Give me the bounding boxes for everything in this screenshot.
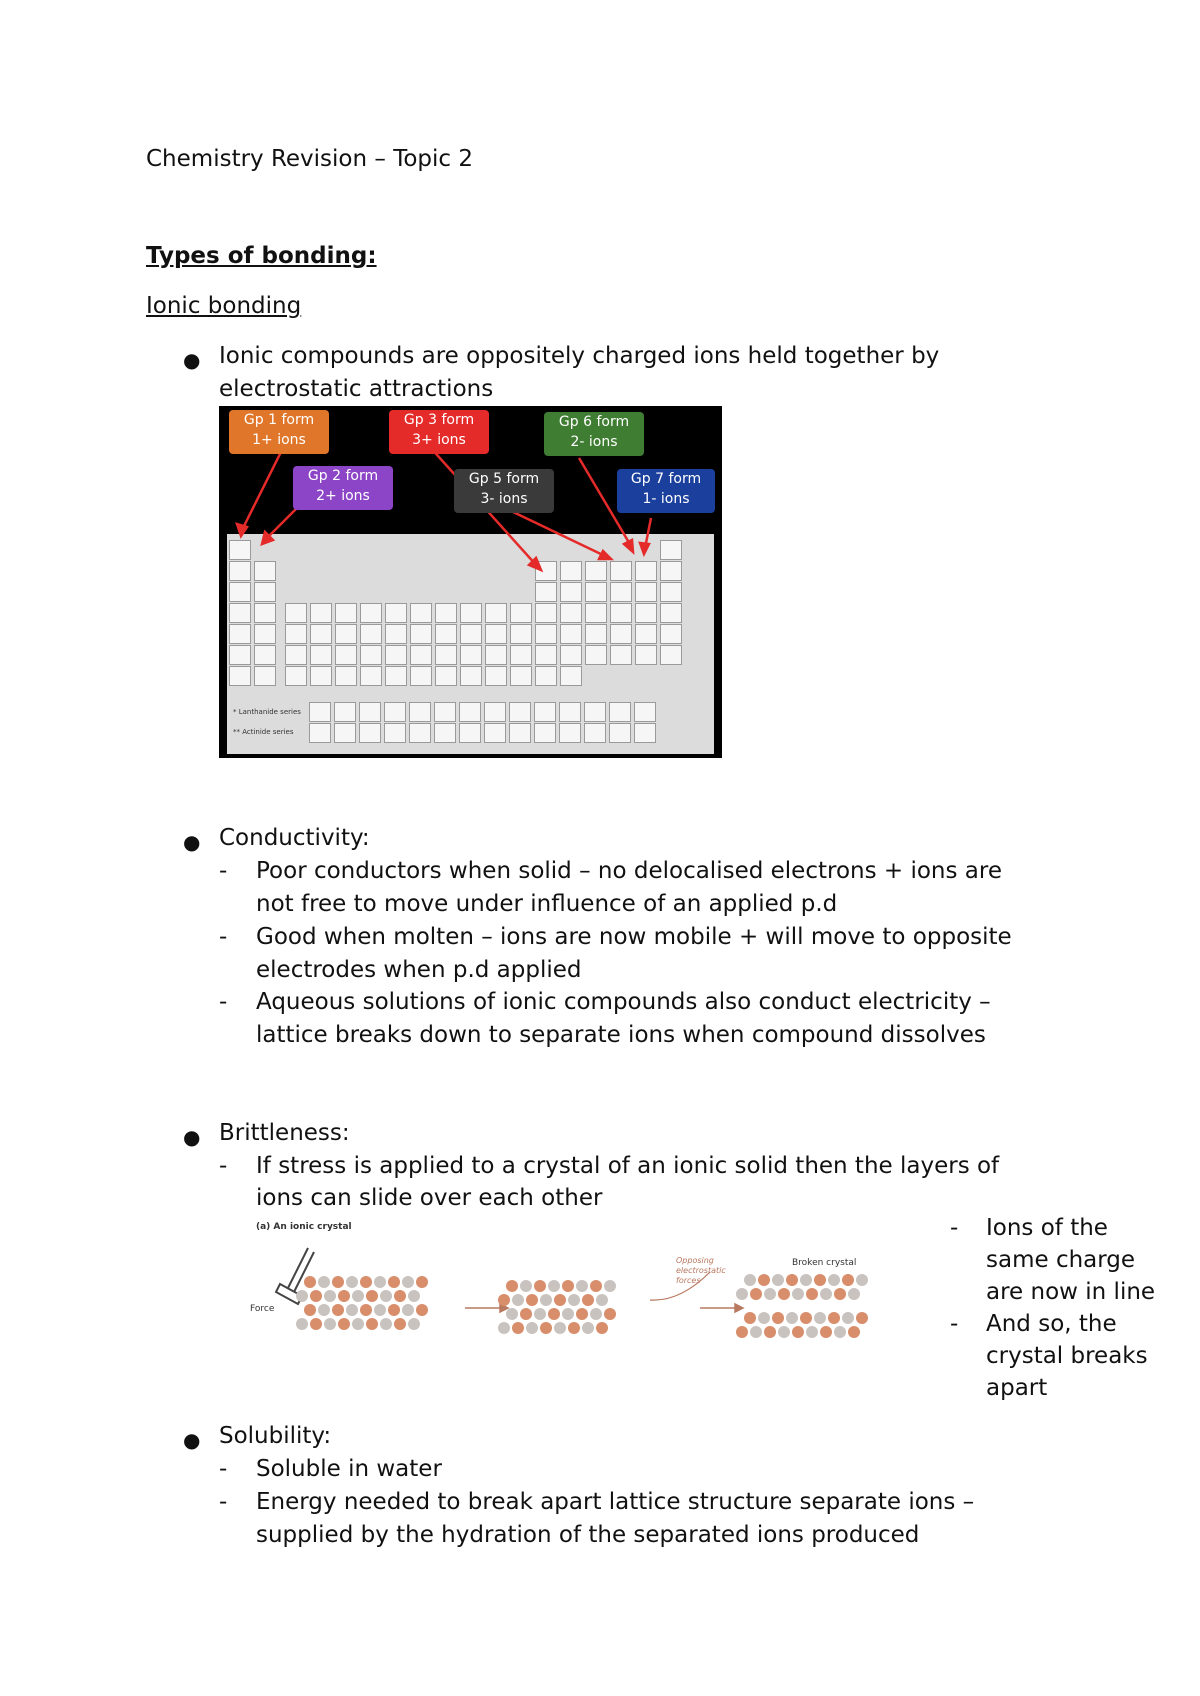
cation-ion xyxy=(772,1312,784,1324)
anion-ion xyxy=(814,1312,826,1324)
dash: - xyxy=(219,1456,228,1482)
cation-ion xyxy=(596,1322,608,1334)
conductivity-item: not free to move under influence of an applied p.d xyxy=(256,891,838,917)
force-label: Force xyxy=(250,1304,275,1314)
cation-ion xyxy=(360,1304,372,1316)
bullet-text: electrostatic attractions xyxy=(219,376,494,402)
dash: - xyxy=(219,989,228,1015)
anion-ion xyxy=(820,1288,832,1300)
cation-ion xyxy=(554,1294,566,1306)
anion-ion xyxy=(562,1308,574,1320)
anion-ion xyxy=(318,1304,330,1316)
actinide-label: ** Actinide series xyxy=(233,728,294,736)
dash: - xyxy=(219,924,228,950)
anion-ion xyxy=(792,1288,804,1300)
anion-ion xyxy=(408,1318,420,1330)
cation-ion xyxy=(310,1318,322,1330)
group5-label: Gp 5 form 3- ions xyxy=(454,469,554,513)
cation-ion xyxy=(800,1312,812,1324)
bullet-dot: ● xyxy=(183,348,201,372)
bullet-dot: ● xyxy=(183,1428,201,1452)
cation-ion xyxy=(366,1290,378,1302)
side-note: are now in line xyxy=(986,1279,1156,1305)
anion-ion xyxy=(772,1274,784,1286)
cation-ion xyxy=(394,1318,406,1330)
cation-ion xyxy=(842,1274,854,1286)
solubility-item: Soluble in water xyxy=(256,1456,442,1482)
cation-ion xyxy=(540,1322,552,1334)
cation-ion xyxy=(506,1280,518,1292)
cation-ion xyxy=(548,1308,560,1320)
lanthanide-label: * Lanthanide series xyxy=(233,708,301,716)
cation-ion xyxy=(332,1304,344,1316)
cation-ion xyxy=(568,1322,580,1334)
anion-ion xyxy=(296,1318,308,1330)
group6-label: Gp 6 form 2- ions xyxy=(544,412,644,456)
conductivity-item: lattice breaks down to separate ions when compound dissolves xyxy=(256,1022,986,1048)
anion-ion xyxy=(554,1322,566,1334)
anion-ion xyxy=(380,1290,392,1302)
crystal-svg xyxy=(250,1222,910,1362)
anion-ion xyxy=(324,1290,336,1302)
cation-ion xyxy=(388,1304,400,1316)
cation-ion xyxy=(792,1326,804,1338)
cation-ion xyxy=(394,1290,406,1302)
cation-ion xyxy=(856,1312,868,1324)
cation-ion xyxy=(416,1304,428,1316)
bullet-dot: ● xyxy=(183,830,201,854)
anion-ion xyxy=(374,1304,386,1316)
anion-ion xyxy=(498,1322,510,1334)
brittleness-text: ions can slide over each other xyxy=(256,1185,603,1211)
cation-ion xyxy=(304,1276,316,1288)
dash: - xyxy=(219,1153,228,1179)
conductivity-item: Good when molten – ions are now mobile + will move to opposite xyxy=(256,924,1012,950)
cation-ion xyxy=(834,1288,846,1300)
cation-ion xyxy=(604,1308,616,1320)
side-note: Ions of the xyxy=(986,1215,1108,1241)
group1-label: Gp 1 form 1+ ions xyxy=(229,410,329,454)
cation-ion xyxy=(764,1326,776,1338)
group7-label: Gp 7 form 1- ions xyxy=(617,469,715,513)
cation-ion xyxy=(304,1304,316,1316)
anion-ion xyxy=(590,1308,602,1320)
cation-ion xyxy=(744,1312,756,1324)
periodic-table-image xyxy=(219,406,722,758)
section-heading: Types of bonding: xyxy=(146,243,377,269)
anion-ion xyxy=(540,1294,552,1306)
conductivity-label: Conductivity: xyxy=(219,825,370,851)
anion-ion xyxy=(596,1294,608,1306)
cation-ion xyxy=(338,1318,350,1330)
brittleness-label: Brittleness: xyxy=(219,1120,350,1146)
cation-ion xyxy=(576,1308,588,1320)
cation-ion xyxy=(848,1326,860,1338)
anion-ion xyxy=(526,1322,538,1334)
cation-ion xyxy=(562,1280,574,1292)
anion-ion xyxy=(800,1274,812,1286)
anion-ion xyxy=(778,1326,790,1338)
cation-ion xyxy=(820,1326,832,1338)
anion-ion xyxy=(786,1312,798,1324)
group3-label: Gp 3 form 3+ ions xyxy=(389,410,489,454)
dash: - xyxy=(219,858,228,884)
side-note: same charge xyxy=(986,1247,1136,1273)
cation-ion xyxy=(520,1308,532,1320)
anion-ion xyxy=(604,1280,616,1292)
cation-ion xyxy=(778,1288,790,1300)
solubility-item: supplied by the hydration of the separated ions produced xyxy=(256,1522,920,1548)
anion-ion xyxy=(402,1304,414,1316)
anion-ion xyxy=(744,1274,756,1286)
anion-ion xyxy=(582,1322,594,1334)
anion-ion xyxy=(352,1318,364,1330)
side-note: crystal breaks xyxy=(986,1343,1148,1369)
cation-ion xyxy=(534,1280,546,1292)
group2-label: Gp 2 form 2+ ions xyxy=(293,466,393,510)
cation-ion xyxy=(332,1276,344,1288)
cation-ion xyxy=(360,1276,372,1288)
cation-ion xyxy=(786,1274,798,1286)
cation-ion xyxy=(416,1276,428,1288)
anion-ion xyxy=(346,1276,358,1288)
cation-ion xyxy=(590,1280,602,1292)
anion-ion xyxy=(346,1304,358,1316)
anion-ion xyxy=(296,1290,308,1302)
cation-ion xyxy=(814,1274,826,1286)
anion-ion xyxy=(380,1318,392,1330)
dash: - xyxy=(219,1489,228,1515)
cation-ion xyxy=(806,1288,818,1300)
cation-ion xyxy=(750,1288,762,1300)
broken-crystal-label: Broken crystal xyxy=(792,1258,857,1268)
anion-ion xyxy=(408,1290,420,1302)
anion-ion xyxy=(758,1312,770,1324)
anion-ion xyxy=(834,1326,846,1338)
cation-ion xyxy=(388,1276,400,1288)
conductivity-item: electrodes when p.d applied xyxy=(256,957,582,983)
anion-ion xyxy=(318,1276,330,1288)
anion-ion xyxy=(750,1326,762,1338)
anion-ion xyxy=(512,1294,524,1306)
conductivity-item: Aqueous solutions of ionic compounds also conduct electricity – xyxy=(256,989,991,1015)
cation-ion xyxy=(366,1318,378,1330)
anion-ion xyxy=(506,1308,518,1320)
brittleness-text: If stress is applied to a crystal of an ionic solid then the layers of xyxy=(256,1153,1000,1179)
anion-ion xyxy=(352,1290,364,1302)
anion-ion xyxy=(806,1326,818,1338)
cation-ion xyxy=(828,1312,840,1324)
anion-ion xyxy=(324,1318,336,1330)
cation-ion xyxy=(758,1274,770,1286)
anion-ion xyxy=(402,1276,414,1288)
anion-ion xyxy=(576,1280,588,1292)
solubility-label: Solubility: xyxy=(219,1423,332,1449)
anion-ion xyxy=(374,1276,386,1288)
cation-ion xyxy=(498,1294,510,1306)
cation-ion xyxy=(582,1294,594,1306)
figure-caption: (a) An ionic crystal xyxy=(256,1222,352,1232)
anion-ion xyxy=(736,1288,748,1300)
cation-ion xyxy=(736,1326,748,1338)
arrows-overlay xyxy=(219,406,722,758)
anion-ion xyxy=(848,1288,860,1300)
anion-ion xyxy=(568,1294,580,1306)
cation-ion xyxy=(512,1322,524,1334)
bullet-text: Ionic compounds are oppositely charged ions held together by xyxy=(219,343,940,369)
anion-ion xyxy=(764,1288,776,1300)
cation-ion xyxy=(526,1294,538,1306)
document-title: Chemistry Revision – Topic 2 xyxy=(146,146,473,172)
repel-label: Opposing electrostatic forces xyxy=(676,1256,726,1285)
anion-ion xyxy=(548,1280,560,1292)
bullet-dot: ● xyxy=(183,1125,201,1149)
anion-ion xyxy=(842,1312,854,1324)
side-note: And so, the xyxy=(986,1311,1117,1337)
cation-ion xyxy=(338,1290,350,1302)
side-note: apart xyxy=(986,1375,1048,1401)
anion-ion xyxy=(856,1274,868,1286)
anion-ion xyxy=(520,1280,532,1292)
dash: - xyxy=(950,1215,959,1241)
cation-ion xyxy=(310,1290,322,1302)
anion-ion xyxy=(534,1308,546,1320)
hammer-icon xyxy=(276,1248,314,1304)
dash: - xyxy=(950,1311,959,1337)
anion-ion xyxy=(828,1274,840,1286)
subsection-heading: Ionic bonding xyxy=(146,293,302,319)
solubility-item: Energy needed to break apart lattice structure separate ions – xyxy=(256,1489,975,1515)
ionic-crystal-diagram xyxy=(250,1222,910,1362)
conductivity-item: Poor conductors when solid – no delocalised electrons + ions are xyxy=(256,858,1002,884)
